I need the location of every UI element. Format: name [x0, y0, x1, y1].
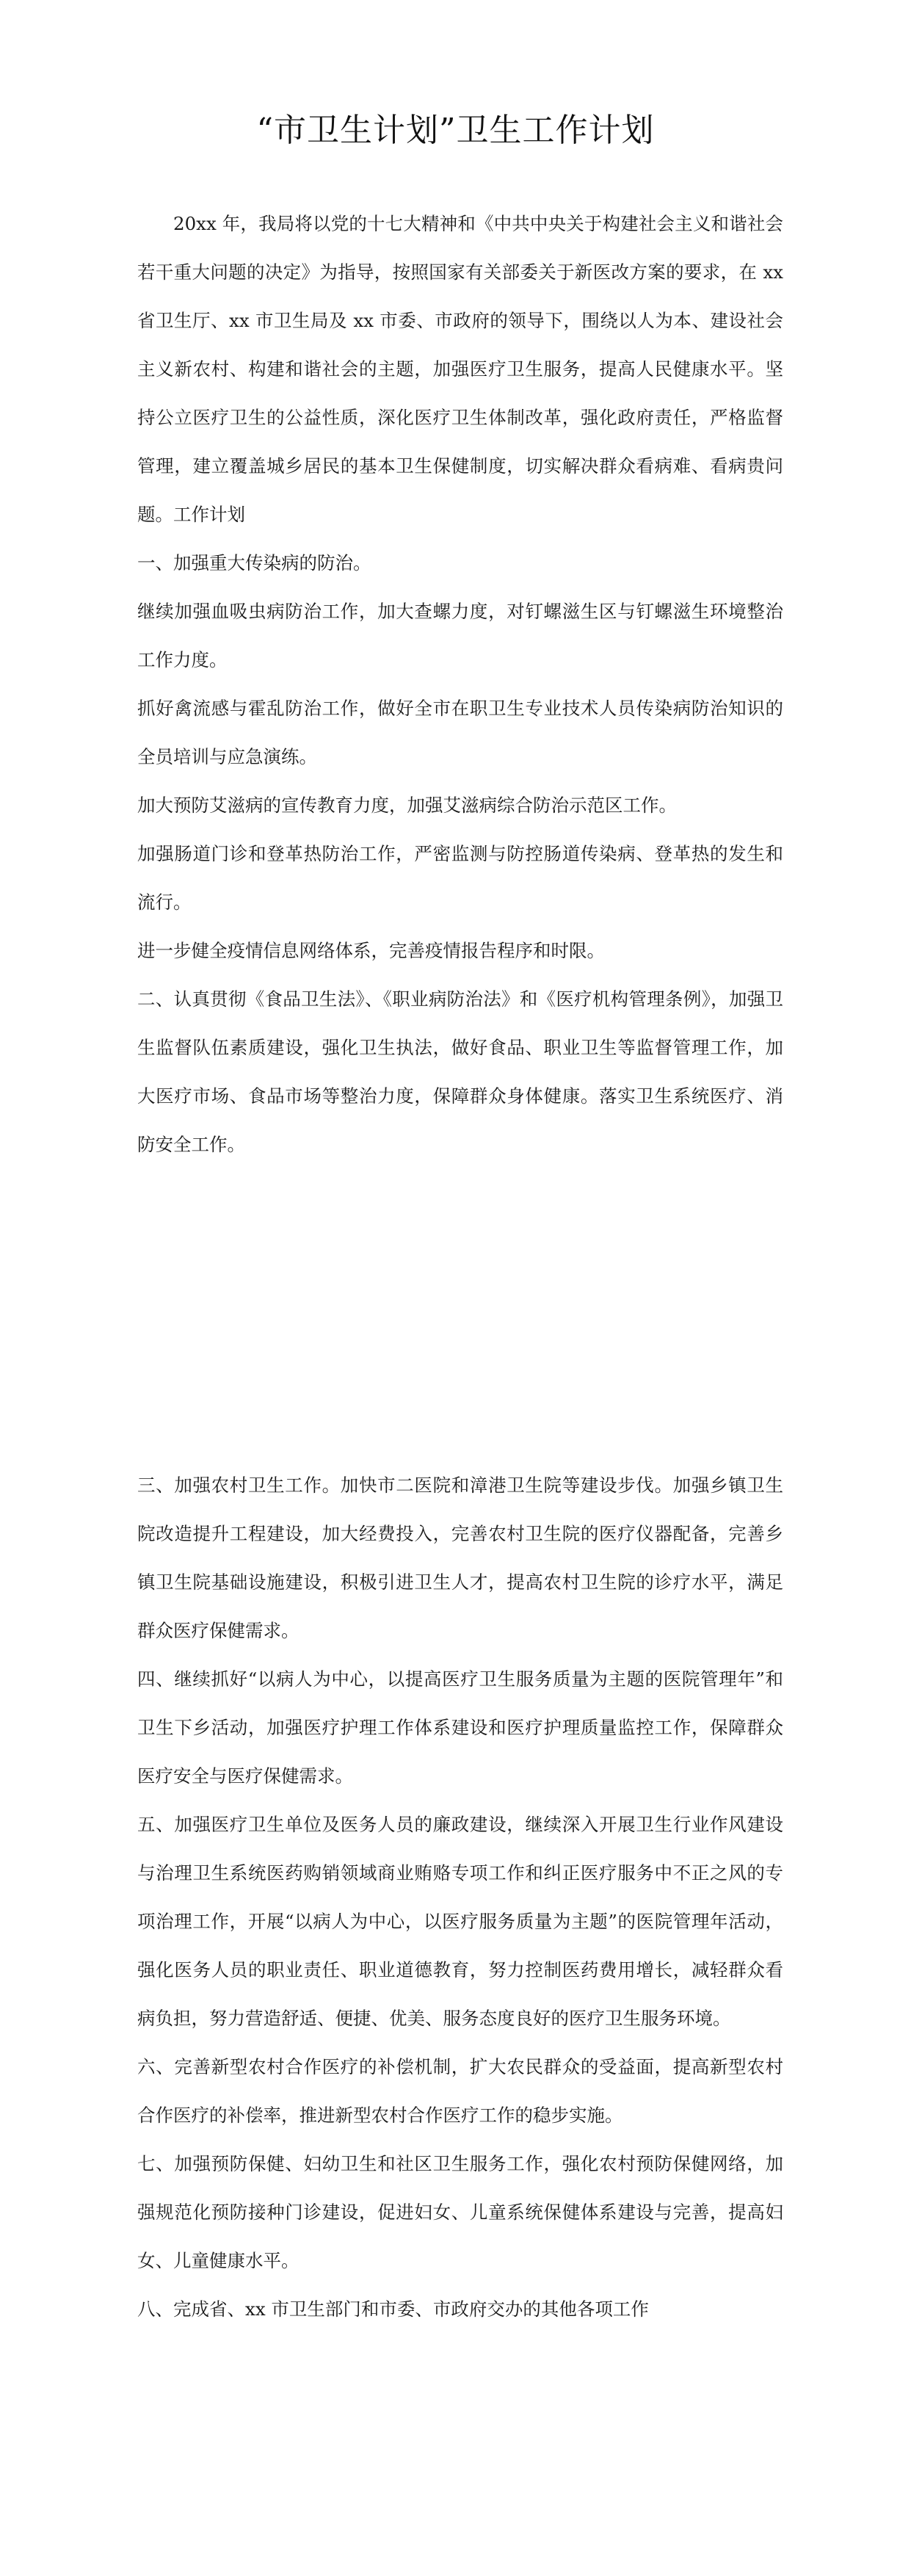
page-title: “市卫生计划”卫生工作计划 [256, 112, 655, 149]
section-4-paragraph: 四、继续抓好“以病人为中心，以提高医疗卫生服务质量为主题的医院管理年”和卫生下乡活动，加强医疗护理工作体系建设和医疗护理质量监控工作，保障群众医疗安全与医疗保健需求。 [137, 1668, 783, 1787]
list-item: 进一步健全疫情信息网络体系，完善疫情报告程序和时限。 [137, 940, 605, 961]
list-item: 加大预防艾滋病的宣传教育力度，加强艾滋病综合防治示范区工作。 [137, 795, 677, 816]
body-block-first [137, 200, 783, 1169]
section-3-paragraph: 三、加强农村卫生工作。加快市二医院和漳港卫生院等建设步伐。加强乡镇卫生院改造提升工程建设，加大经费投入，完善农村卫生院的医疗仪器配备，完善乡镇卫生院基础设施建设，积极引进卫生人才，提高农村卫生院的诊疗水平，满足群众医疗保健需求。 [137, 1475, 783, 1641]
intro-paragraph: 20xx 年，我局将以党的十七大精神和《中共中央关于构建社会主义和谐社会若干重大问题的决定》为指导，按照国家有关部委关于新医改方案的要求，在 xx 省卫生厅、xx 市卫生局及 xx 市委、市政府的领导下，围绕以人为本、建设社会主义新农村、构建和谐社会的主题，加强医疗卫生服务，提高人民健康水平。坚持公立医疗卫生的公益性质，深化医疗卫生体制改革，强化政府责任，严格监督管理，建立覆盖城乡居民的基本卫生保健制度，切实解决群众看病难、看病贵问题。工作计划 [137, 213, 783, 525]
section-5-paragraph: 五、加强医疗卫生单位及医务人员的廉政建设，继续深入开展卫生行业作风建设与治理卫生系统医药购销领域商业贿赂专项工作和纠正医疗服务中不正之风的专项治理工作，开展“以病人为中心，以医疗服务质量为主题”的医院管理年活动，强化医务人员的职业责任、职业道德教育，努力控制医药费用增长，减轻群众看病负担，努力营造舒适、便捷、优美、服务态度良好的医疗卫生服务环境。 [137, 1814, 783, 2029]
section-heading-1: 一、加强重大传染病的防治。 [137, 552, 371, 574]
body-block-second [137, 1461, 783, 2334]
list-item: 继续加强血吸虫病防治工作，加大查螺力度，对钉螺滋生区与钉螺滋生环境整治工作力度。 [137, 601, 783, 670]
section-2-paragraph: 二、认真贯彻《食品卫生法》、《职业病防治法》和《医疗机构管理条例》，加强卫生监督队伍素质建设，强化卫生执法，做好食品、职业卫生等监督管理工作，加大医疗市场、食品市场等整治力度，保障群众身体健康。落实卫生系统医疗、消防安全工作。 [137, 988, 783, 1155]
section-7-paragraph: 七、加强预防保健、妇幼卫生和社区卫生服务工作，强化农村预防保健网络，加强规范化预防接种门诊建设，促进妇女、儿童系统保健体系建设与完善，提高妇女、儿童健康水平。 [137, 2153, 783, 2271]
list-item: 抓好禽流感与霍乱防治工作，做好全市在职卫生专业技术人员传染病防治知识的全员培训与应急演练。 [137, 698, 783, 767]
section-6-paragraph: 六、完善新型农村合作医疗的补偿机制，扩大农民群众的受益面，提高新型农村合作医疗的补偿率，推进新型农村合作医疗工作的稳步实施。 [137, 2056, 783, 2126]
section-8-paragraph: 八、完成省、xx 市卫生部门和市委、市政府交办的其他各项工作 [137, 2298, 649, 2320]
list-item: 加强肠道门诊和登革热防治工作，严密监测与防控肠道传染病、登革热的发生和流行。 [137, 843, 783, 913]
